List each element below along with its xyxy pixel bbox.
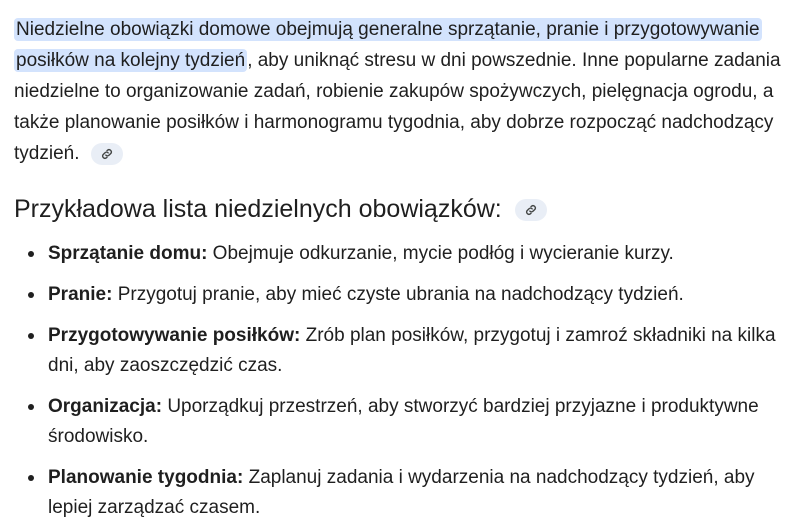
section-heading-text: Przykładowa lista niedzielnych obowiązków:: [14, 195, 502, 223]
list-item: [14, 321, 784, 381]
item-text: Zaplanuj zadania i wydarzenia na nadchodzący tydzień, aby lepiej zarządzać czasem.: [48, 467, 755, 518]
section-source-link-button[interactable]: [515, 199, 547, 221]
bullet: [28, 333, 34, 339]
item-text: Obejmuje odkurzanie, mycie podłóg i wycieranie kurzy.: [207, 243, 674, 264]
link-icon: [100, 147, 114, 161]
bullet: [28, 292, 34, 298]
list-item: [14, 239, 784, 269]
section-heading: [14, 193, 784, 225]
list-item: [14, 463, 784, 523]
chores-list: [14, 239, 784, 523]
item-title: Pranie:: [48, 284, 113, 305]
item-text: Uporządkuj przestrzeń, aby stworzyć bardziej przyjazne i produktywne środowisko.: [48, 396, 759, 447]
item-text: Przygotuj pranie, aby mieć czyste ubrania na nadchodzący tydzień.: [112, 284, 684, 305]
intro-rest-text: , aby uniknąć stresu w dni powszednie. Inne popularne zadania niedzielne to organizowanie zadań, robienie zakupów spożywczych, pielęgnacja ogrodu, a także planowanie posiłków i harmonogramu tygodnia, aby dobrze rozpocząć nadchodzący tydzień.: [14, 50, 781, 164]
list-item: [14, 392, 784, 452]
link-icon: [524, 203, 538, 217]
item-title: Organizacja:: [48, 396, 163, 417]
bullet: [28, 404, 34, 410]
item-title: Sprzątanie domu:: [48, 243, 208, 264]
source-link-button[interactable]: [91, 143, 123, 165]
item-text: Zrób plan posiłków, przygotuj i zamroź składniki na kilka dni, aby zaoszczędzić czas.: [48, 325, 776, 376]
item-title: Planowanie tygodnia:: [48, 467, 244, 488]
highlighted-text: Niedzielne obowiązki domowe obejmują generalne sprzątanie, pranie i przygotowywanie posiłków na kolejny tydzień: [16, 19, 760, 71]
intro-paragraph: [14, 14, 784, 169]
bullet: [28, 251, 34, 257]
bullet: [28, 475, 34, 481]
list-item: [14, 280, 784, 310]
item-title: Przygotowywanie posiłków:: [48, 325, 301, 346]
